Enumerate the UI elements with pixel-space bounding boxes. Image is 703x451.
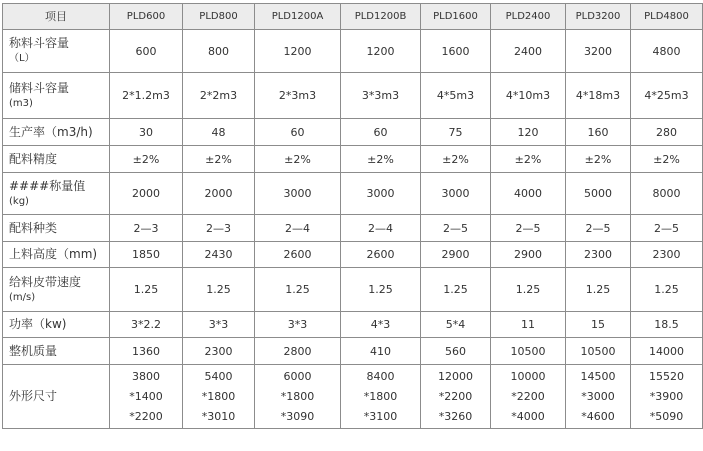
cell-value: 10000 *2200 *4000 [491,365,566,429]
cell-value: 4*25m3 [631,73,703,119]
table-row [3,268,703,312]
cell-value: 1200 [255,30,341,73]
cell-value: 3*3m3 [341,73,421,119]
cell-value: 2*1.2m3 [110,73,183,119]
cell-value: 2300 [183,338,255,365]
cell-value: 60 [255,119,341,146]
spec-table [2,3,703,429]
cell-value: 410 [341,338,421,365]
cell-value: 2430 [183,242,255,268]
cell-value: 2300 [566,242,631,268]
cell-value: 1850 [110,242,183,268]
table-row [3,30,703,73]
cell-value: 8000 [631,173,703,215]
cell-value: 2—5 [631,215,703,242]
model-name: PLD3200 [566,4,631,30]
cell-value: 2800 [255,338,341,365]
cell-value: 15520 *3900 *5090 [631,365,703,429]
row-label: 配料种类 [3,215,110,242]
header-row [3,4,703,30]
cell-value: 1.25 [421,268,491,312]
cell-value: ±2% [421,146,491,173]
cell-value: 1.25 [183,268,255,312]
cell-value: 2*2m3 [183,73,255,119]
cell-value: 15 [566,312,631,338]
cell-value: 8400 *1800 *3100 [341,365,421,429]
row-label: 上料高度（mm) [3,242,110,268]
cell-value: 3800 *1400 *2200 [110,365,183,429]
cell-value: ±2% [255,146,341,173]
cell-value: 280 [631,119,703,146]
cell-value: 120 [491,119,566,146]
row-label: 生产率（m3/h) [3,119,110,146]
model-name: PLD800 [183,4,255,30]
cell-value: 2—4 [255,215,341,242]
cell-value: 6000 *1800 *3090 [255,365,341,429]
row-label: ####称量值 (kg) [3,173,110,215]
table-row [3,119,703,146]
cell-value: 4*18m3 [566,73,631,119]
cell-value: 1.25 [341,268,421,312]
cell-value: 3*3 [183,312,255,338]
cell-value: 4*3 [341,312,421,338]
table-row [3,73,703,119]
row-label: 储料斗容量 (m3) [3,73,110,119]
cell-value: 2900 [491,242,566,268]
cell-value: 48 [183,119,255,146]
model-name: PLD1200B [341,4,421,30]
cell-value: 2000 [183,173,255,215]
cell-value: 3000 [341,173,421,215]
cell-value: 2—4 [341,215,421,242]
row-label: 配料精度 [3,146,110,173]
row-label: 称料斗容量 （L） [3,30,110,73]
model-name: PLD2400 [491,4,566,30]
cell-value: 4*5m3 [421,73,491,119]
cell-value: 1360 [110,338,183,365]
cell-value: 60 [341,119,421,146]
cell-value: 2*3m3 [255,73,341,119]
table-row [3,173,703,215]
cell-value: 3*3 [255,312,341,338]
cell-value: 3000 [255,173,341,215]
cell-value: 2—3 [110,215,183,242]
cell-value: 560 [421,338,491,365]
cell-value: 14500 *3000 *4600 [566,365,631,429]
cell-value: 1.25 [110,268,183,312]
table-row [3,215,703,242]
model-name: PLD600 [110,4,183,30]
cell-value: 1.25 [491,268,566,312]
table-row [3,242,703,268]
cell-value: 30 [110,119,183,146]
cell-value: 2—5 [491,215,566,242]
cell-value: 2600 [341,242,421,268]
table-row [3,338,703,365]
cell-value: 5400 *1800 *3010 [183,365,255,429]
model-name: PLD4800 [631,4,703,30]
cell-value: 5000 [566,173,631,215]
cell-value: 10500 [566,338,631,365]
model-name: PLD1600 [421,4,491,30]
cell-value: 1.25 [566,268,631,312]
table-row [3,146,703,173]
cell-value: 1600 [421,30,491,73]
cell-value: 2600 [255,242,341,268]
cell-value: 2400 [491,30,566,73]
cell-value: 14000 [631,338,703,365]
cell-value: 4000 [491,173,566,215]
cell-value: 4*10m3 [491,73,566,119]
row-label: 功率（kw) [3,312,110,338]
cell-value: 2—5 [566,215,631,242]
cell-value: 3*2.2 [110,312,183,338]
model-name: PLD1200A [255,4,341,30]
cell-value: 2—5 [421,215,491,242]
cell-value: 160 [566,119,631,146]
cell-value: 18.5 [631,312,703,338]
row-label: 外形尺寸 [3,365,110,429]
table-row [3,365,703,429]
cell-value: ±2% [341,146,421,173]
cell-value: 2300 [631,242,703,268]
cell-value: ±2% [110,146,183,173]
cell-value: ±2% [566,146,631,173]
cell-value: 800 [183,30,255,73]
cell-value: 2—3 [183,215,255,242]
cell-value: 2900 [421,242,491,268]
row-label: 给料皮带速度 (m/s) [3,268,110,312]
cell-value: 1.25 [631,268,703,312]
table-row [3,312,703,338]
cell-value: 1.25 [255,268,341,312]
cell-value: 4800 [631,30,703,73]
cell-value: 3200 [566,30,631,73]
cell-value: 75 [421,119,491,146]
cell-value: 600 [110,30,183,73]
cell-value: ±2% [631,146,703,173]
cell-value: 5*4 [421,312,491,338]
cell-value: 12000 *2200 *3260 [421,365,491,429]
cell-value: ±2% [183,146,255,173]
cell-value: 1200 [341,30,421,73]
cell-value: 10500 [491,338,566,365]
cell-value: 3000 [421,173,491,215]
cell-value: ±2% [491,146,566,173]
header-label: 项目 [3,4,110,30]
cell-value: 2000 [110,173,183,215]
cell-value: 11 [491,312,566,338]
row-label: 整机质量 [3,338,110,365]
